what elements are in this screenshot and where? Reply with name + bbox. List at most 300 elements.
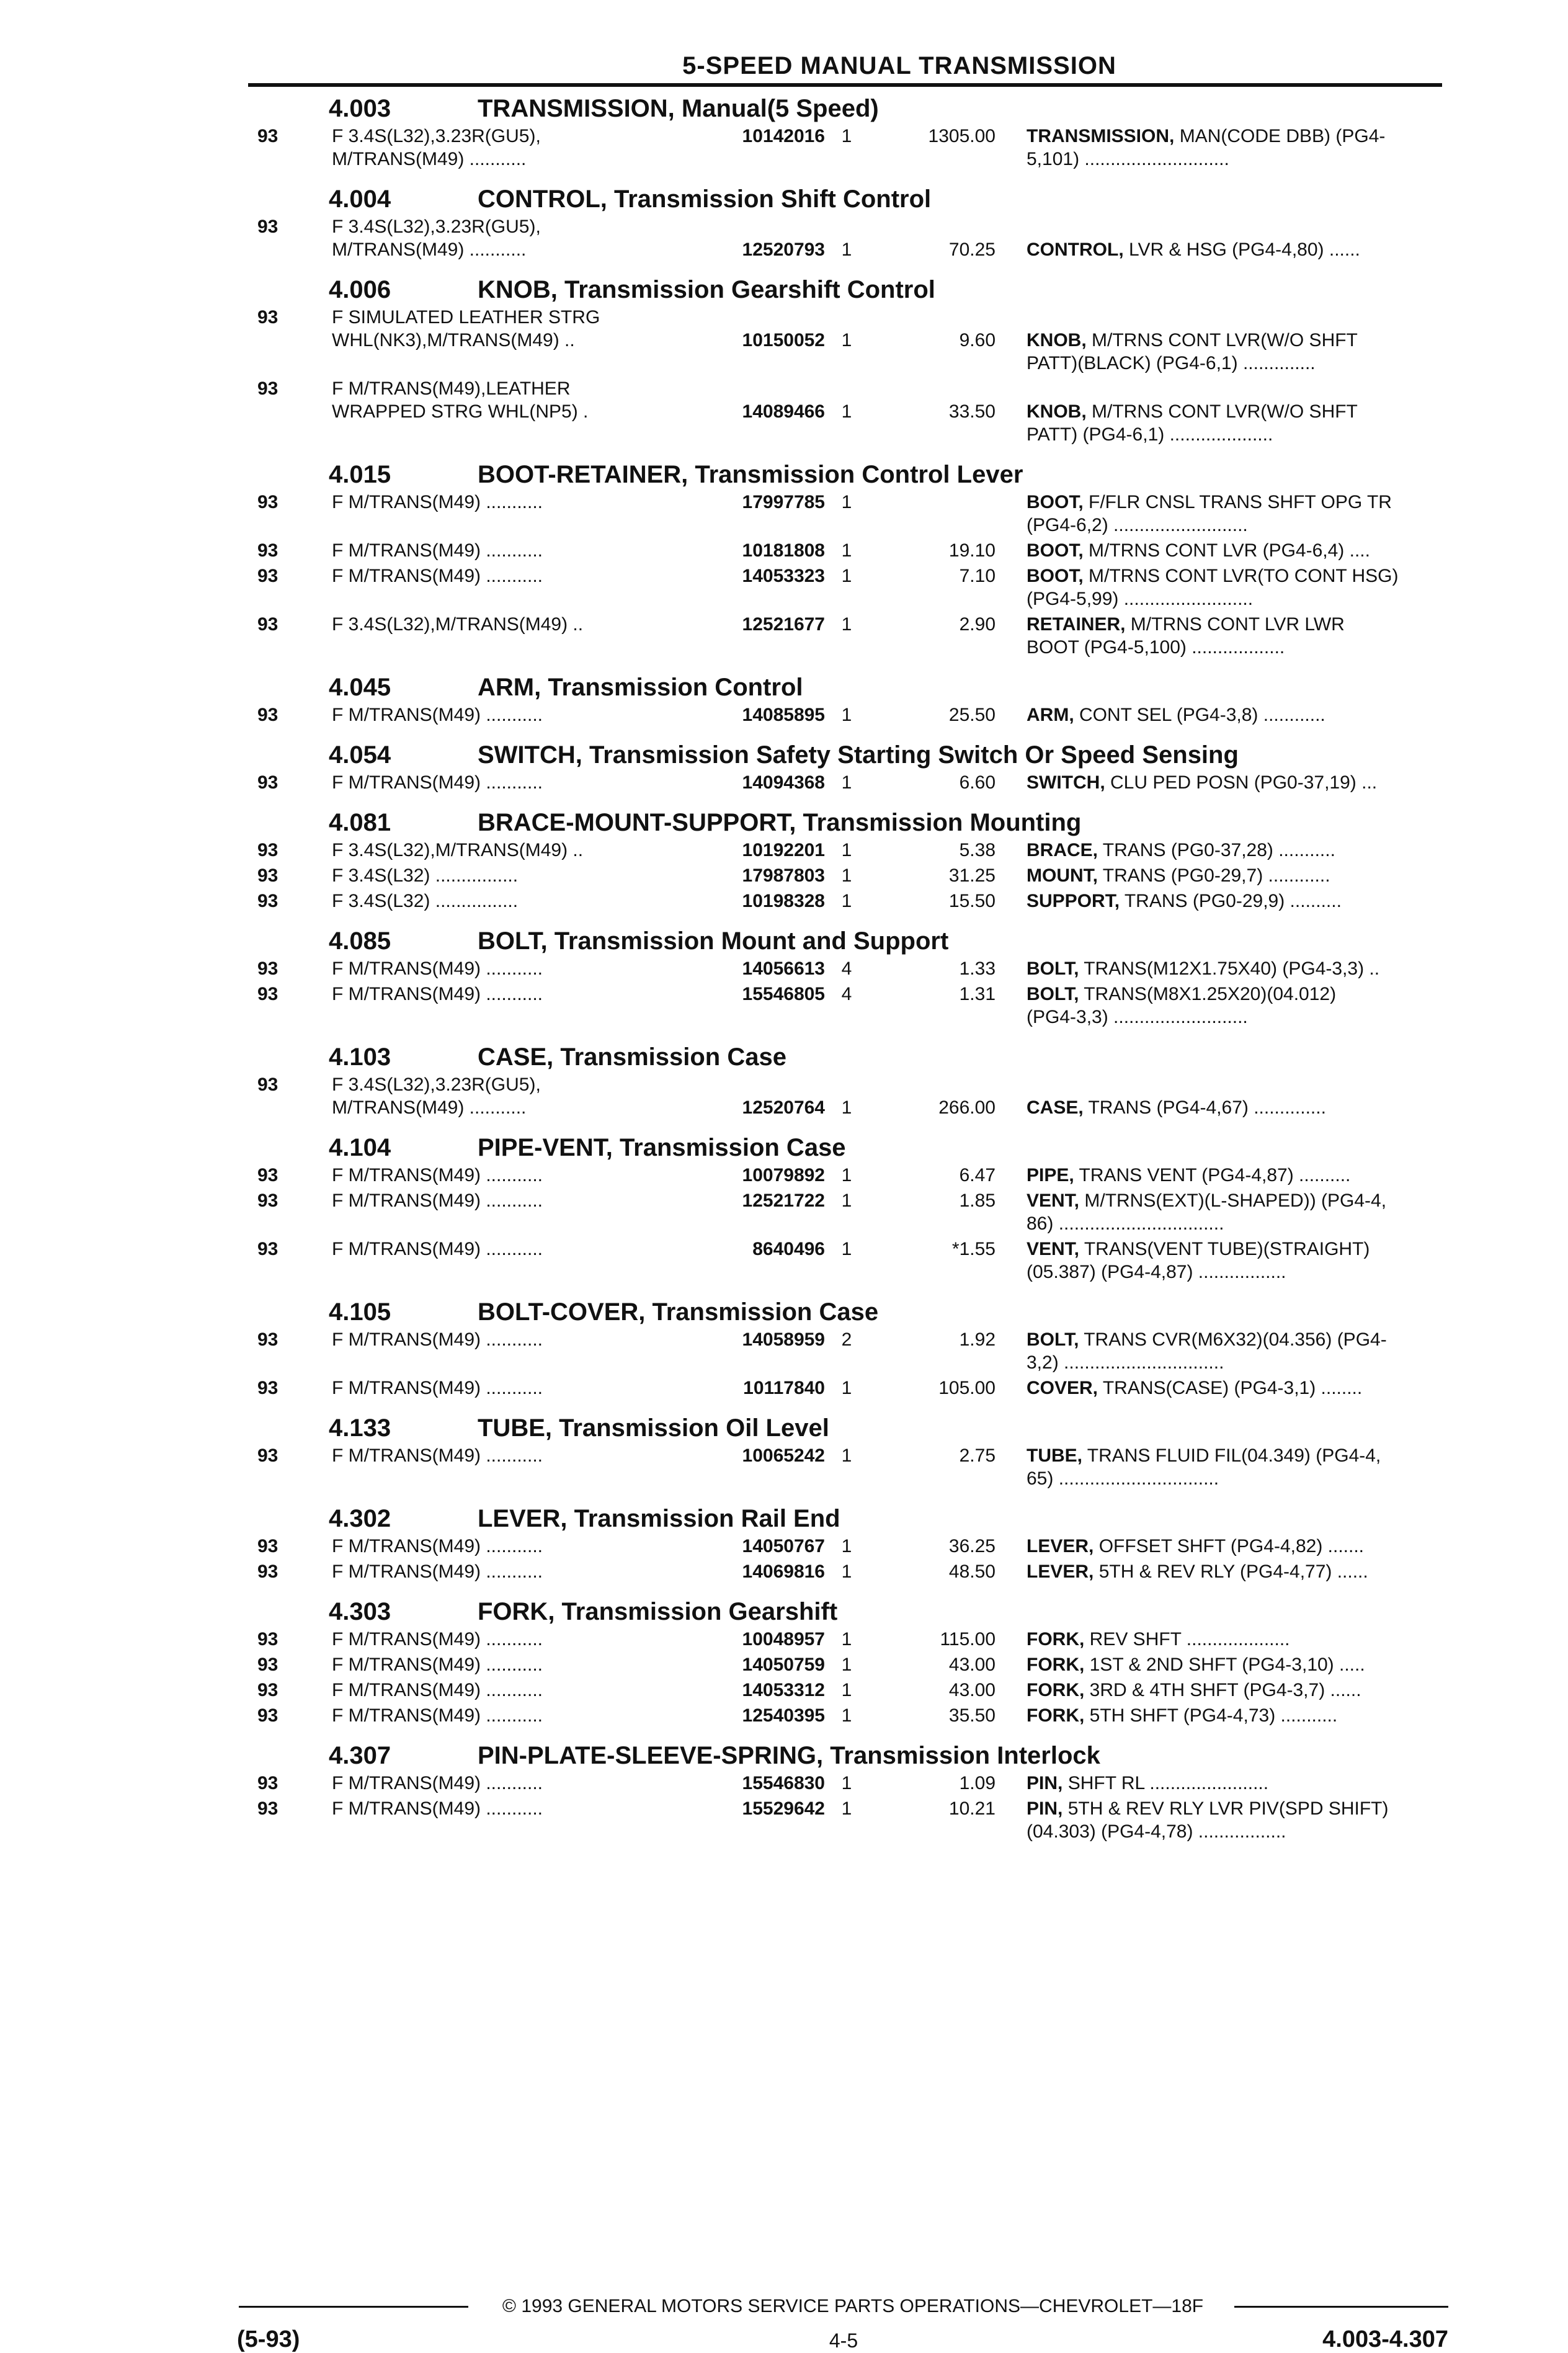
fitment-text: F 3.4S(L32),M/TRANS(M49) .. — [332, 614, 584, 635]
part-description — [1027, 613, 1436, 659]
section-spacer — [248, 173, 1442, 181]
catalog-section — [248, 181, 1442, 271]
fitment-text: F M/TRANS(M49) ........... — [332, 492, 543, 512]
part-row — [248, 306, 1442, 375]
part-detail: TRANS(M12X1.75X40) (PG4-3,3) .. — [1079, 958, 1380, 979]
model-year: 93 — [257, 705, 278, 725]
part-detail: TRANS(CASE) (PG4-3,1) ........ — [1098, 1378, 1363, 1398]
part-name: BOOT, — [1027, 566, 1084, 586]
price: 1.09 — [959, 1773, 996, 1793]
part-name: SWITCH, — [1027, 772, 1105, 793]
part-row — [248, 1560, 1442, 1583]
revision-date: (5-93) — [237, 2326, 300, 2352]
part-number: 17987803 — [742, 865, 825, 886]
part-description — [1027, 890, 1436, 913]
model-year: 93 — [257, 1239, 278, 1259]
fitment-text: F M/TRANS(M49) ........... — [332, 1239, 543, 1259]
price: 9.60 — [959, 330, 996, 350]
part-detail: SHFT RL ....................... — [1062, 1773, 1269, 1793]
part-name: CONTROL, — [1027, 239, 1124, 260]
model-year: 93 — [257, 1705, 278, 1726]
quantity: 1 — [841, 330, 852, 350]
catalog-section — [248, 90, 1442, 181]
part-description — [1027, 1704, 1436, 1727]
fitment-text: F 3.4S(L32),3.23R(GU5), M/TRANS(M49) ........... — [332, 126, 541, 169]
fitment-text: F 3.4S(L32) ................ — [332, 891, 519, 911]
section-code: 4.104 — [329, 1134, 391, 1161]
page-title: 5-SPEED MANUAL TRANSMISSION — [682, 52, 1116, 79]
part-detail: M/TRNS(EXT)(L-SHAPED)) (PG4-4, 86) ................................ — [1027, 1190, 1387, 1234]
part-name: KNOB, — [1027, 330, 1087, 350]
part-number: 12540395 — [742, 1705, 825, 1726]
part-detail: 5TH & REV RLY (PG4-4,77) ...... — [1094, 1561, 1368, 1582]
quantity: 1 — [841, 1561, 852, 1582]
part-number: 12521677 — [742, 614, 825, 635]
price: 2.75 — [959, 1445, 996, 1466]
part-row — [248, 613, 1442, 659]
section-heading — [248, 1129, 1442, 1164]
fitment-text: F 3.4S(L32),3.23R(GU5), M/TRANS(M49) ........... — [332, 1074, 541, 1118]
section-code: 4.054 — [329, 741, 391, 769]
section-code: 4.133 — [329, 1414, 391, 1442]
section-code: 4.015 — [329, 461, 391, 488]
part-number: 8640496 — [752, 1239, 825, 1259]
part-number: 10192201 — [742, 840, 825, 860]
price: 35.50 — [948, 1705, 996, 1726]
section-title: CONTROL, Transmission Shift Control — [478, 185, 932, 213]
quantity: 1 — [841, 1190, 852, 1211]
footer-rule-right — [1234, 2306, 1448, 2308]
catalog-section — [248, 1129, 1442, 1293]
part-number: 12520793 — [742, 239, 825, 260]
quantity: 1 — [841, 1654, 852, 1675]
quantity: 1 — [841, 1378, 852, 1398]
part-detail: TRANS(VENT TUBE)(STRAIGHT) (05.387) (PG4-4,87) ................. — [1027, 1239, 1370, 1282]
part-detail: REV SHFT .................... — [1084, 1629, 1290, 1650]
part-description — [1027, 983, 1436, 1029]
fitment-text: F M/TRANS(M49) ........... — [332, 1773, 543, 1793]
quantity: 1 — [841, 614, 852, 635]
part-row — [248, 125, 1442, 171]
price: 6.60 — [959, 772, 996, 793]
part-description — [1027, 1679, 1436, 1702]
section-code: 4.004 — [329, 185, 391, 213]
part-number: 10079892 — [742, 1165, 825, 1185]
part-detail: M/TRNS CONT LVR (PG4-6,4) .... — [1083, 540, 1370, 561]
catalog-section — [248, 922, 1442, 1038]
part-row — [248, 1772, 1442, 1795]
part-row — [248, 839, 1442, 862]
catalog-section — [248, 271, 1442, 456]
model-year: 93 — [257, 540, 278, 561]
part-description — [1027, 703, 1436, 726]
part-number: 10065242 — [742, 1445, 825, 1466]
section-title: KNOB, Transmission Gearshift Control — [478, 276, 935, 303]
part-detail: 5TH SHFT (PG4-4,73) ........... — [1084, 1705, 1338, 1726]
part-description — [1027, 329, 1436, 375]
fitment-text: F 3.4S(L32),M/TRANS(M49) .. — [332, 840, 584, 860]
section-title: PIN-PLATE-SLEEVE-SPRING, Transmission Interlock — [478, 1742, 1100, 1769]
section-heading — [248, 922, 1442, 957]
quantity: 1 — [841, 772, 852, 793]
fitment-text: F M/TRANS(M49) ........... — [332, 1536, 543, 1556]
part-detail: 3RD & 4TH SHFT (PG4-3,7) ...... — [1084, 1680, 1361, 1700]
part-name: KNOB, — [1027, 401, 1087, 422]
part-number: 17997785 — [742, 492, 825, 512]
model-year: 93 — [257, 1445, 278, 1466]
part-name: BOOT, — [1027, 492, 1084, 512]
part-detail: TRANS (PG0-29,7) ............ — [1098, 865, 1330, 886]
parts-sections — [248, 90, 1442, 1853]
section-spacer — [248, 1402, 1442, 1409]
section-spacer — [248, 797, 1442, 804]
part-number: 14050767 — [742, 1536, 825, 1556]
part-name: TUBE, — [1027, 1445, 1082, 1466]
fitment-text: F M/TRANS(M49) ........... — [332, 1165, 543, 1185]
catalog-section — [248, 1737, 1442, 1853]
quantity: 1 — [841, 492, 852, 512]
part-description — [1027, 1238, 1436, 1284]
catalog-section — [248, 1500, 1442, 1593]
part-description — [1027, 1377, 1436, 1400]
quantity: 4 — [841, 984, 852, 1004]
fitment-text: F M/TRANS(M49) ........... — [332, 1629, 543, 1650]
part-detail: 5TH & REV RLY LVR PIV(SPD SHIFT) (04.303) (PG4-4,78) ................. — [1027, 1798, 1389, 1842]
part-number: 14089466 — [742, 401, 825, 422]
model-year: 93 — [257, 307, 278, 328]
part-number: 10181808 — [742, 540, 825, 561]
section-code: 4.081 — [329, 809, 391, 836]
price: 115.00 — [940, 1629, 996, 1650]
part-description — [1027, 491, 1436, 537]
quantity: 1 — [841, 401, 852, 422]
part-row — [248, 864, 1442, 887]
fitment-text: F M/TRANS(M49) ........... — [332, 1445, 543, 1466]
part-number: 10142016 — [742, 126, 825, 146]
part-row — [248, 1704, 1442, 1727]
section-spacer — [248, 449, 1442, 456]
part-name: FORK, — [1027, 1680, 1085, 1700]
model-year: 93 — [257, 1190, 278, 1211]
part-number: 14050759 — [742, 1654, 825, 1675]
part-number: 14056613 — [742, 958, 825, 979]
part-number: 15529642 — [742, 1798, 825, 1819]
model-year: 93 — [257, 1378, 278, 1398]
part-description — [1027, 565, 1436, 610]
part-name: BOLT, — [1027, 1329, 1079, 1350]
model-year: 93 — [257, 1329, 278, 1350]
price: 1.31 — [959, 984, 996, 1004]
section-spacer — [248, 1286, 1442, 1293]
section-title: ARM, Transmission Control — [478, 674, 803, 701]
part-number: 10048957 — [742, 1629, 825, 1650]
part-name: ARM, — [1027, 705, 1074, 725]
part-detail: CLU PED POSN (PG0-37,19) ... — [1105, 772, 1378, 793]
section-spacer — [248, 1586, 1442, 1593]
part-detail: M/TRNS CONT LVR(W/O SHFT PATT) (PG4-6,1) .................... — [1027, 401, 1358, 445]
part-name: VENT, — [1027, 1190, 1080, 1211]
quantity: 2 — [841, 1329, 852, 1350]
catalog-section — [248, 669, 1442, 736]
part-number: 15546805 — [742, 984, 825, 1004]
quantity: 1 — [841, 1680, 852, 1700]
model-year: 93 — [257, 1773, 278, 1793]
fitment-text: F M/TRANS(M49) ........... — [332, 1329, 543, 1350]
section-spacer — [248, 1122, 1442, 1129]
part-name: BRACE, — [1027, 840, 1098, 860]
model-year: 93 — [257, 840, 278, 860]
price: 25.50 — [948, 705, 996, 725]
price: 48.50 — [948, 1561, 996, 1582]
catalog-section — [248, 804, 1442, 922]
section-range: 4.003-4.307 — [1322, 2326, 1448, 2352]
part-detail: TRANS(M8X1.25X20)(04.012) (PG4-3,3) .......................... — [1027, 984, 1337, 1027]
part-detail: TRANS CVR(M6X32)(04.356) (PG4- 3,2) ............................... — [1027, 1329, 1387, 1373]
part-detail: MAN(CODE DBB) (PG4- 5,101) ............................ — [1027, 126, 1386, 169]
fitment-text: F M/TRANS(M49) ........... — [332, 1680, 543, 1700]
fitment-text: F M/TRANS(M49) ........... — [332, 1190, 543, 1211]
catalog-section — [248, 1038, 1442, 1129]
section-spacer — [248, 661, 1442, 669]
model-year: 93 — [257, 1165, 278, 1185]
model-year: 93 — [257, 492, 278, 512]
part-row — [248, 1328, 1442, 1374]
quantity: 1 — [841, 540, 852, 561]
footer-rule-left — [239, 2306, 468, 2308]
section-code: 4.302 — [329, 1505, 391, 1532]
part-description — [1027, 1328, 1436, 1374]
part-description — [1027, 1096, 1436, 1119]
quantity: 1 — [841, 865, 852, 886]
model-year: 93 — [257, 217, 278, 237]
part-description — [1027, 238, 1436, 261]
catalog-section — [248, 1409, 1442, 1500]
fitment-text: F M/TRANS(M49) ........... — [332, 984, 543, 1004]
price: 15.50 — [948, 891, 996, 911]
part-row — [248, 1164, 1442, 1187]
section-heading — [248, 1500, 1442, 1535]
section-heading — [248, 1737, 1442, 1772]
part-number: 14053312 — [742, 1680, 825, 1700]
part-name: LEVER, — [1027, 1561, 1094, 1582]
model-year: 93 — [257, 1654, 278, 1675]
section-title: PIPE-VENT, Transmission Case — [478, 1134, 846, 1161]
part-row — [248, 1535, 1442, 1558]
price: 6.47 — [959, 1165, 996, 1185]
section-heading — [248, 1409, 1442, 1444]
price: 105.00 — [938, 1378, 996, 1398]
fitment-text: F M/TRANS(M49) ........... — [332, 958, 543, 979]
model-year: 93 — [257, 1798, 278, 1819]
section-heading — [248, 181, 1442, 215]
section-heading — [248, 669, 1442, 703]
part-detail: M/TRNS CONT LVR LWR BOOT (PG4-5,100) .................. — [1027, 614, 1345, 658]
section-spacer — [248, 915, 1442, 922]
quantity: 1 — [841, 1705, 852, 1726]
part-number: 14069816 — [742, 1561, 825, 1582]
price: 1.33 — [959, 958, 996, 979]
part-detail: OFFSET SHFT (PG4-4,82) ....... — [1094, 1536, 1365, 1556]
part-name: BOLT, — [1027, 958, 1079, 979]
part-description — [1027, 1189, 1436, 1235]
quantity: 4 — [841, 958, 852, 979]
section-spacer — [248, 729, 1442, 736]
part-name: COVER, — [1027, 1378, 1098, 1398]
part-row — [248, 1189, 1442, 1235]
model-year: 93 — [257, 378, 278, 399]
section-heading — [248, 1593, 1442, 1628]
section-heading — [248, 271, 1442, 306]
model-year: 93 — [257, 126, 278, 146]
part-detail: TRANS (PG0-37,28) ........... — [1098, 840, 1335, 860]
section-spacer — [248, 1730, 1442, 1737]
part-detail: TRANS (PG4-4,67) .............. — [1083, 1097, 1326, 1118]
section-heading — [248, 1293, 1442, 1328]
price: 19.10 — [948, 540, 996, 561]
part-description — [1027, 400, 1436, 446]
part-name: CASE, — [1027, 1097, 1084, 1118]
quantity: 1 — [841, 239, 852, 260]
model-year: 93 — [257, 772, 278, 793]
price: 266.00 — [938, 1097, 996, 1118]
part-row — [248, 1679, 1442, 1702]
section-heading — [248, 1038, 1442, 1073]
fitment-text: F M/TRANS(M49) ........... — [332, 705, 543, 725]
quantity: 1 — [841, 1536, 852, 1556]
part-name: BOOT, — [1027, 540, 1084, 561]
price: 31.25 — [948, 865, 996, 886]
part-detail: F/FLR CNSL TRANS SHFT OPG TR (PG4-6,2) .......................... — [1027, 492, 1392, 535]
part-description — [1027, 1560, 1436, 1583]
price: 1.85 — [959, 1190, 996, 1211]
fitment-text: F M/TRANS(M49) ........... — [332, 1654, 543, 1675]
part-row — [248, 491, 1442, 537]
part-row — [248, 539, 1442, 562]
part-detail: CONT SEL (PG4-3,8) ............ — [1074, 705, 1325, 725]
part-number: 10198328 — [742, 891, 825, 911]
part-row — [248, 1628, 1442, 1651]
price: 7.10 — [959, 566, 996, 586]
section-spacer — [248, 1031, 1442, 1038]
fitment-text: F SIMULATED LEATHER STRG WHL(NK3),M/TRANS(M49) .. — [332, 307, 600, 350]
part-description — [1027, 1164, 1436, 1187]
part-row — [248, 771, 1442, 794]
header-rule — [248, 83, 1442, 87]
part-name: LEVER, — [1027, 1536, 1094, 1556]
quantity: 1 — [841, 1629, 852, 1650]
part-description — [1027, 1444, 1436, 1490]
catalog-section — [248, 1293, 1442, 1409]
model-year: 93 — [257, 984, 278, 1004]
section-title: BOLT, Transmission Mount and Support — [478, 927, 949, 955]
section-title: FORK, Transmission Gearshift — [478, 1598, 838, 1625]
page-number: 4-5 — [829, 2329, 858, 2352]
part-description — [1027, 539, 1436, 562]
section-code: 4.105 — [329, 1298, 391, 1326]
catalog-section — [248, 456, 1442, 669]
part-number: 10150052 — [742, 330, 825, 350]
part-name: FORK, — [1027, 1629, 1085, 1650]
fitment-text: F M/TRANS(M49) ........... — [332, 566, 543, 586]
part-name: SUPPORT, — [1027, 891, 1120, 911]
section-title: BRACE-MOUNT-SUPPORT, Transmission Mounting — [478, 809, 1082, 836]
part-detail: LVR & HSG (PG4-4,80) ...... — [1123, 239, 1360, 260]
part-name: PIN, — [1027, 1798, 1063, 1819]
section-title: TUBE, Transmission Oil Level — [478, 1414, 829, 1442]
model-year: 93 — [257, 865, 278, 886]
quantity: 1 — [841, 1097, 852, 1118]
part-row — [248, 215, 1442, 261]
part-detail: TRANS FLUID FIL(04.349) (PG4-4, 65) ............................... — [1027, 1445, 1381, 1489]
section-title: SWITCH, Transmission Safety Starting Switch Or Speed Sensing — [478, 741, 1239, 769]
part-row — [248, 565, 1442, 610]
section-code: 4.307 — [329, 1742, 391, 1769]
part-number: 14094368 — [742, 772, 825, 793]
part-number: 10117840 — [743, 1378, 825, 1398]
section-code: 4.045 — [329, 674, 391, 701]
part-row — [248, 1238, 1442, 1284]
fitment-text: F M/TRANS(M49) ........... — [332, 772, 543, 793]
price: 33.50 — [948, 401, 996, 422]
price: 5.38 — [959, 840, 996, 860]
model-year: 93 — [257, 958, 278, 979]
price: 70.25 — [948, 239, 996, 260]
fitment-text: F M/TRANS(M49),LEATHER WRAPPED STRG WHL(NP5) . — [332, 378, 589, 422]
quantity: 1 — [841, 1239, 852, 1259]
price: 1.92 — [959, 1329, 996, 1350]
part-number: 15546830 — [742, 1773, 825, 1793]
part-row — [248, 1653, 1442, 1676]
copyright-notice: © 1993 GENERAL MOTORS SERVICE PARTS OPERATIONS—CHEVROLET—18F — [502, 2296, 1204, 2316]
part-detail: TRANS VENT (PG4-4,87) .......... — [1074, 1165, 1351, 1185]
quantity: 1 — [841, 1773, 852, 1793]
part-number: 14058959 — [742, 1329, 825, 1350]
section-spacer — [248, 1493, 1442, 1500]
part-number: 12521722 — [742, 1190, 825, 1211]
part-name: FORK, — [1027, 1705, 1085, 1726]
catalog-section — [248, 1593, 1442, 1737]
part-row — [248, 1797, 1442, 1843]
section-spacer — [248, 264, 1442, 271]
model-year: 93 — [257, 1536, 278, 1556]
section-code: 4.085 — [329, 927, 391, 955]
part-row — [248, 890, 1442, 913]
fitment-text: F 3.4S(L32),3.23R(GU5), M/TRANS(M49) ........... — [332, 217, 541, 260]
part-name: PIN, — [1027, 1773, 1063, 1793]
part-detail: TRANS (PG0-29,9) .......... — [1120, 891, 1342, 911]
model-year: 93 — [257, 1561, 278, 1582]
quantity: 1 — [841, 1165, 852, 1185]
part-name: TRANSMISSION, — [1027, 126, 1175, 146]
part-name: VENT, — [1027, 1239, 1080, 1259]
fitment-text: F M/TRANS(M49) ........... — [332, 540, 543, 561]
part-number: 14085895 — [742, 705, 825, 725]
section-title: BOOT-RETAINER, Transmission Control Lever — [478, 461, 1023, 488]
part-row — [248, 957, 1442, 980]
part-description — [1027, 125, 1436, 171]
part-description — [1027, 1628, 1436, 1651]
section-title: BOLT-COVER, Transmission Case — [478, 1298, 879, 1326]
part-number: 14053323 — [742, 566, 825, 586]
part-detail: M/TRNS CONT LVR(W/O SHFT PATT)(BLACK) (PG4-6,1) .............. — [1027, 330, 1358, 373]
model-year: 93 — [257, 614, 278, 635]
part-name: BOLT, — [1027, 984, 1079, 1004]
fitment-text: F 3.4S(L32) ................ — [332, 865, 519, 886]
quantity: 1 — [841, 126, 852, 146]
model-year: 93 — [257, 1680, 278, 1700]
part-row — [248, 377, 1442, 446]
price: 43.00 — [948, 1654, 996, 1675]
